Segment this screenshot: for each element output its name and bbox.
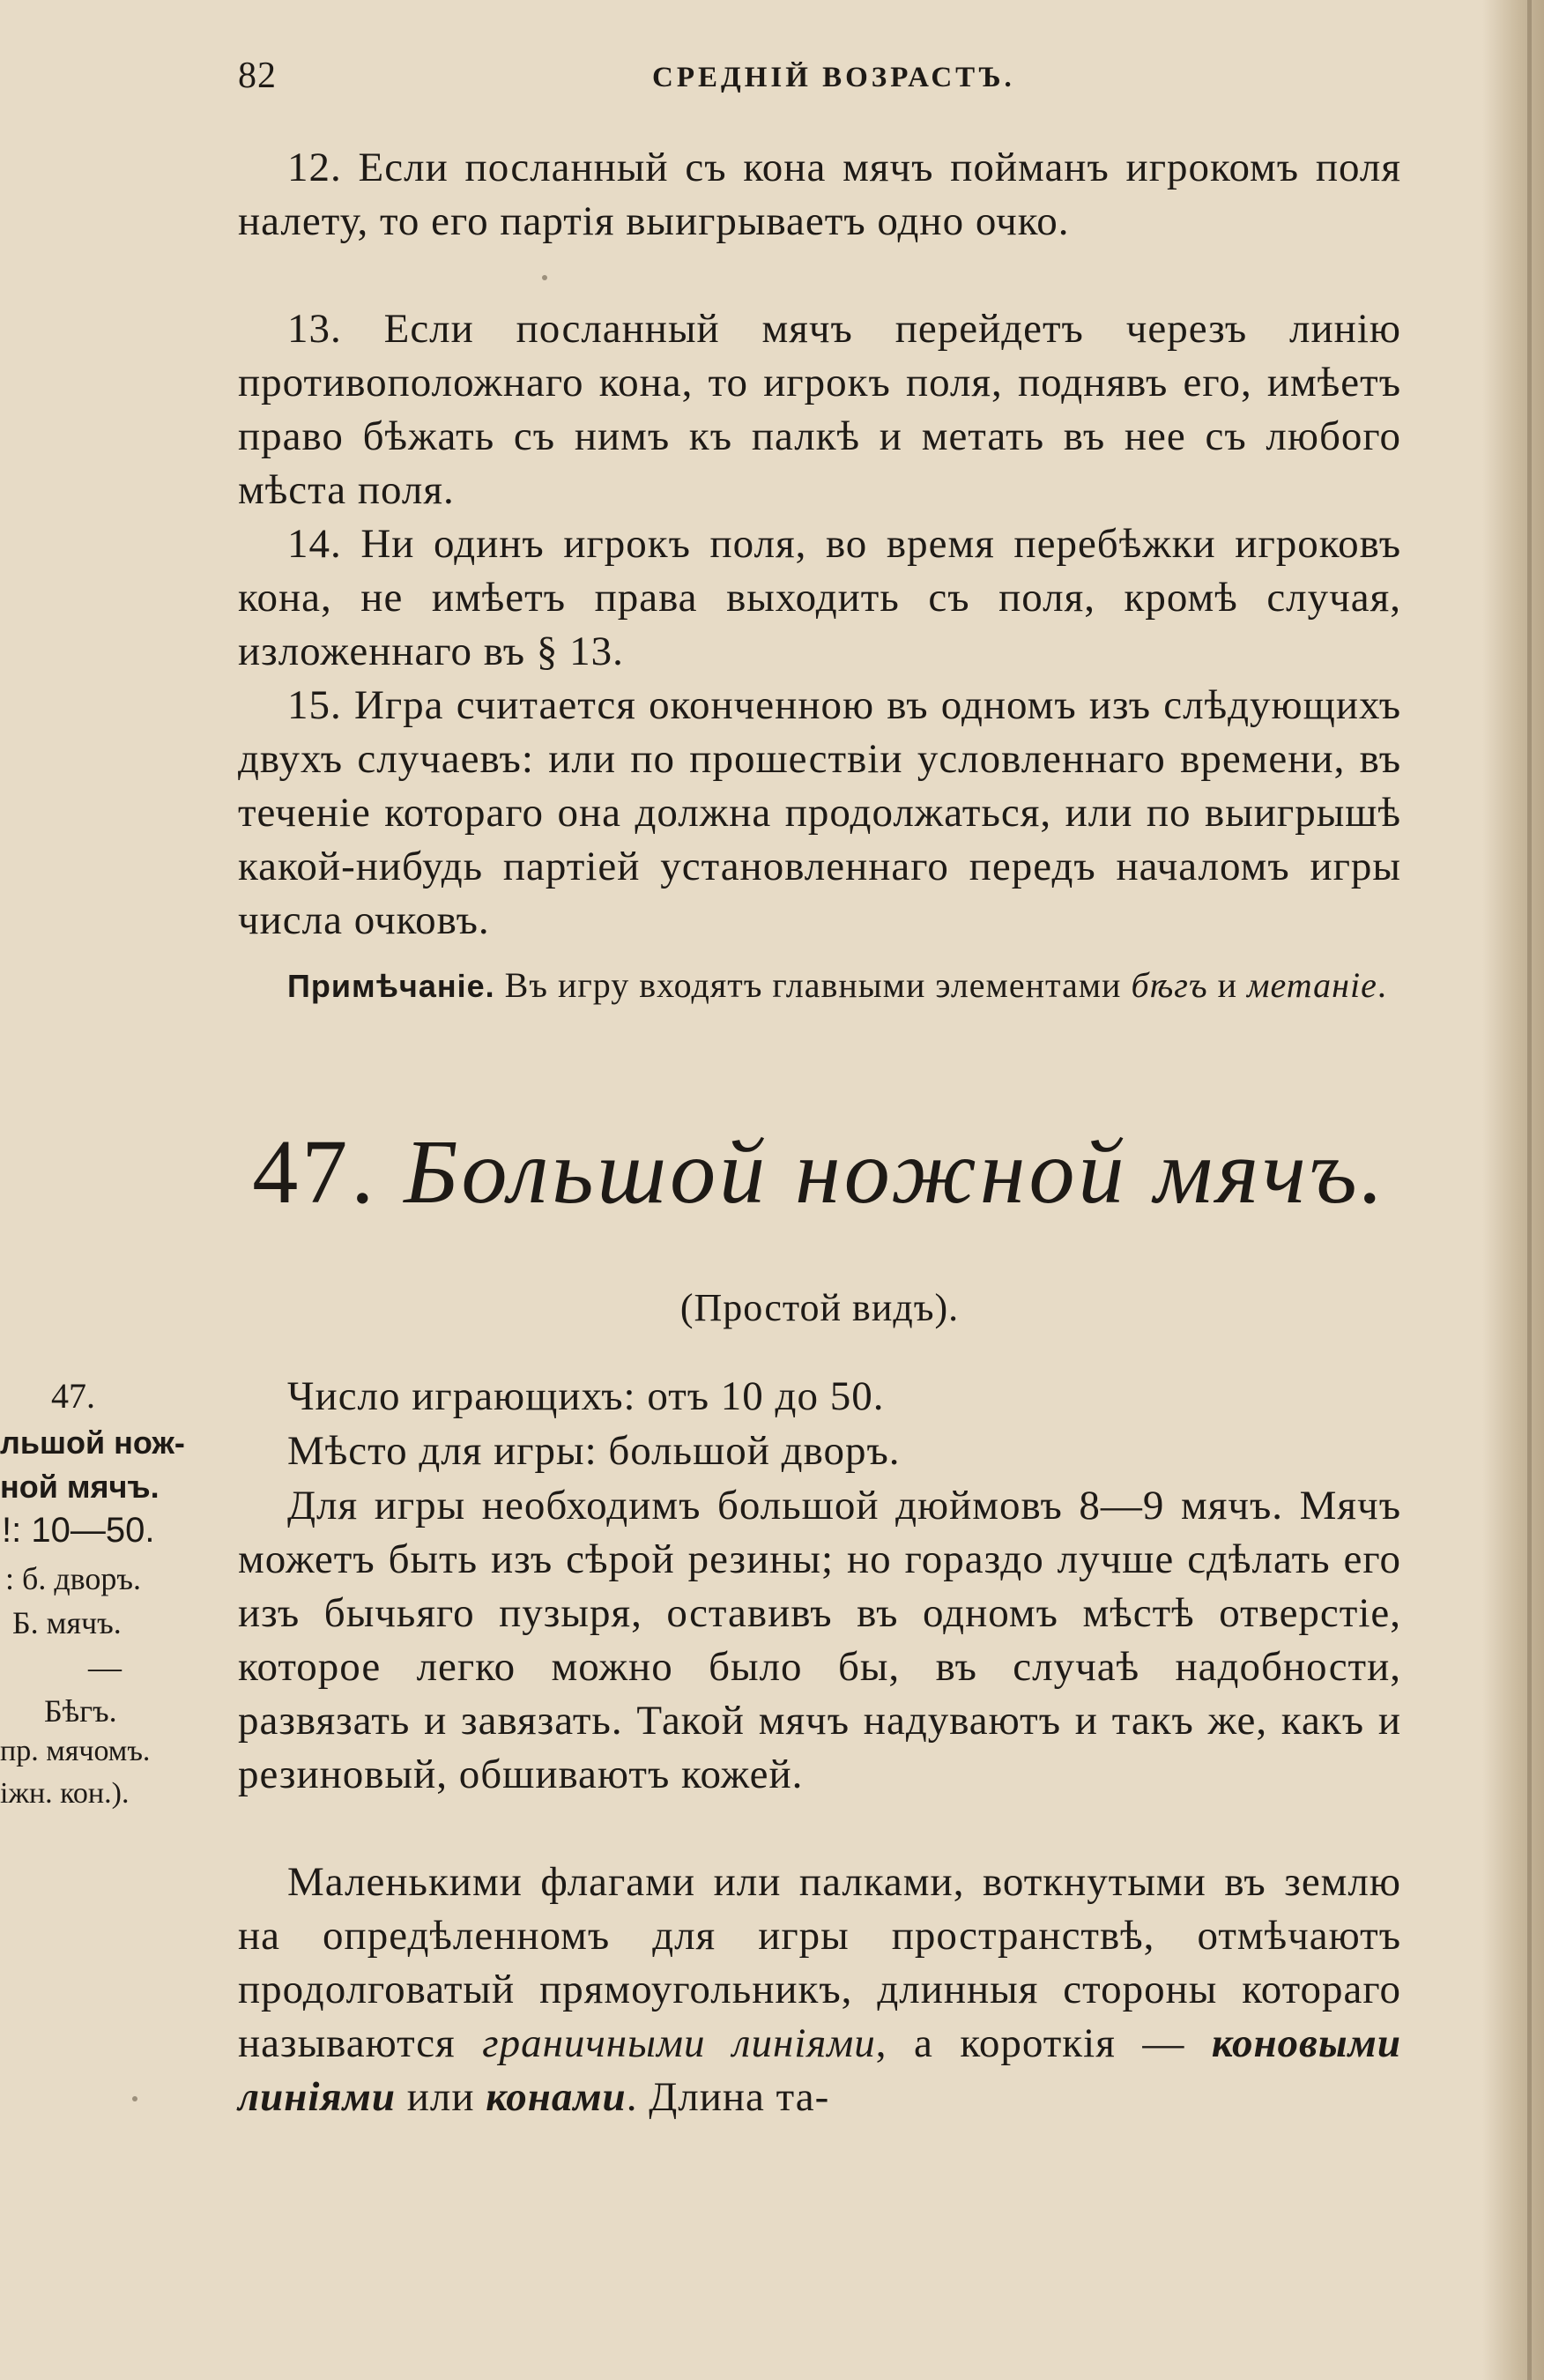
page-edge-shadow (1482, 0, 1544, 2380)
rule-12: 12. Если посланный съ кона мячъ пойманъ игрокомъ поля налету, то его партія выигрываетъ одно очко. (238, 145, 1401, 244)
page-header (238, 55, 1419, 108)
margin-note-line: : б. дворъ. (5, 1561, 142, 1596)
note-connector: и (1207, 965, 1248, 1005)
rule-15: 15. Игра считается оконченною въ одномъ изъ слѣдующихъ двухъ случаевъ: или по прошествіи условленнаго времени, въ теченіе котораго она должна продолжаться, или по выигрышѣ какой-нибудь партіей установленнаго передъ началомъ игры числа очковъ. (238, 682, 1401, 943)
margin-note-line: !: 10—50. (2, 1511, 155, 1550)
field-text: . Длина та- (626, 2074, 830, 2120)
section-title-text: Большой ножной мячъ. (404, 1121, 1387, 1223)
margin-note-line: Бѣгъ. (44, 1693, 117, 1729)
term-kony: конами (486, 2074, 627, 2120)
paper-speck (542, 275, 547, 280)
field-text: , а короткія — (875, 2020, 1212, 2066)
players-count: Число играющихъ: отъ 10 до 50. (287, 1373, 885, 1419)
section-number: 47. (252, 1121, 378, 1223)
margin-note-line: Б. мячъ. (12, 1605, 122, 1640)
margin-note-line: пр. мячомъ. (0, 1735, 151, 1767)
term-kon-lines: коновыми линіями (238, 2020, 1401, 2120)
margin-note-line: іжн. кон.). (0, 1777, 130, 1810)
term-boundary-lines: граничными линіями (482, 2020, 876, 2066)
paper-speck (132, 2096, 137, 2101)
margin-note-line: 47. (51, 1376, 95, 1416)
field-description (238, 1856, 1401, 2124)
page-number: 82 (238, 56, 277, 96)
note-end: . (1377, 965, 1387, 1005)
note-term-throw: метаніе (1247, 965, 1377, 1005)
field-text: или (395, 2074, 486, 2120)
margin-note-line: ной мячъ. (0, 1469, 160, 1505)
play-place: Мѣсто для игры: большой дворъ. (287, 1428, 901, 1474)
margin-note-line: льшой нож- (0, 1424, 185, 1461)
field-text: Маленькими флагами или палками, воткнутыми въ землю на опредѣленномъ для игры пространствѣ, отмѣчаютъ продолговатый прямоугольникъ, длинныя стороны котораго называются (238, 1859, 1401, 2066)
section-title (238, 1119, 1401, 1224)
note (238, 961, 1401, 1011)
rule-14: 14. Ни одинъ игрокъ поля, во время перебѣжки игроковъ кона, не имѣетъ права выходить съ поля, кромѣ случая, изложеннаго въ § 13. (238, 521, 1401, 674)
ball-description: Для игры необходимъ большой дюймовъ 8—9 мячъ. Мячъ можетъ быть изъ сѣрой резины; но гораздо лучше сдѣлать его изъ бычьяго пузыря, оставивъ въ одномъ мѣстѣ отверстіе, которое легко можно было бы, въ случаѣ надобности, развязать и завязать. Такой мячъ надуваютъ и такъ же, какъ и резиновый, обшиваютъ кожей. (238, 1483, 1401, 1797)
section-subtitle: (Простой видъ). (679, 1286, 960, 1329)
note-label: Примѣчаніе. (287, 968, 495, 1004)
margin-note-line: — (88, 1649, 122, 1686)
running-head: СРЕДНІЙ ВОЗРАСТЪ. (652, 62, 1015, 93)
rule-13: 13. Если посланный мячъ перейдетъ черезъ линію противоположнаго кона, то игрокъ поля, поднявъ его, имѣетъ право бѣжать съ нимъ къ палкѣ и метать въ нее съ любого мѣста поля. (238, 306, 1401, 513)
note-text: Въ игру входятъ главными элементами (494, 965, 1132, 1005)
page-edge-line (1527, 0, 1532, 2380)
note-term-run: бѣгъ (1131, 965, 1208, 1005)
